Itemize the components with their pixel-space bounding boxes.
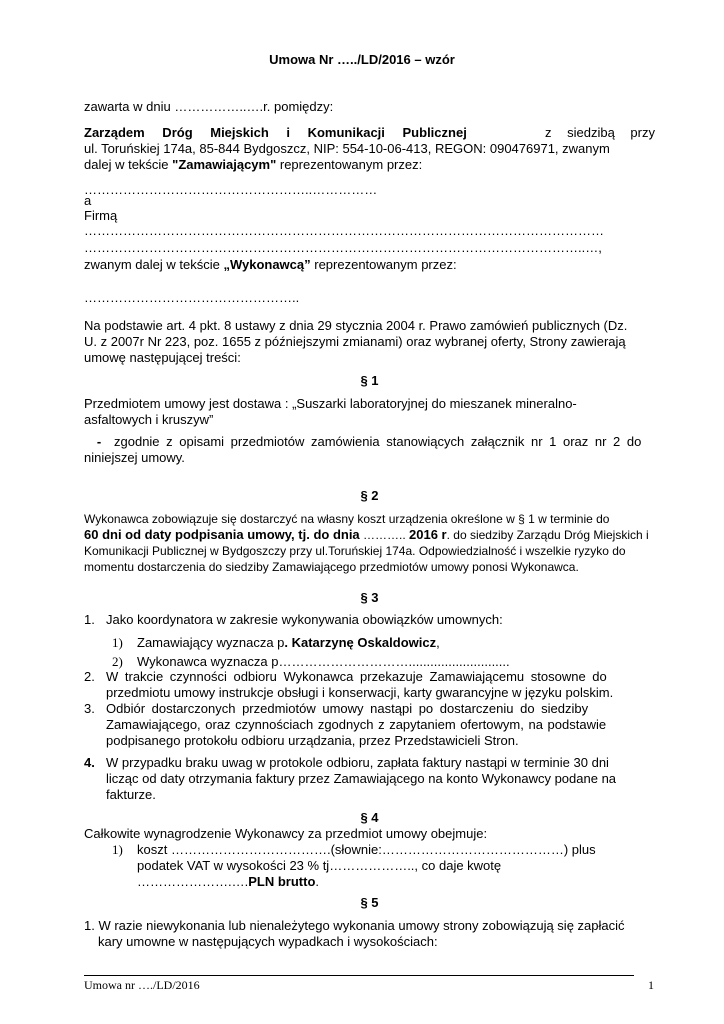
item-4-text: W przypadku braku uwag w protokole odbioru, zapłata faktury nastąpi w terminie 30 dni licząc od daty otrzymania faktury przez Zamawiającego na konto Wykonawcy podane na fakturze. [106, 755, 617, 802]
section-2-paragraph: Wykonawca zobowiązuje się dostarczyć na własny koszt urządzenia określone w § 1 w terminie do 60 dni od daty podpisania umowy, tj. do dnia ……….. 2016 r. do siedziby Zarządu Dróg Miejskich i Komunikacji Publicznej w Bydgoszczy przy ul.Toruńskiej 174a. Odpowiedzialność i wszelkie ryzyko do momentu dostarczenia do siedziby Zamawiającego przedmiotów umowy ponosi Wykonawca. [84, 512, 649, 574]
party2-alias-line: zwanym dalej w tekście „Wykonawcą” reprezentowanym przez: [84, 257, 457, 272]
party1-paragraph [84, 125, 655, 173]
party2-alias: „Wykonawcą” [223, 257, 311, 272]
item-2-number: 2. [84, 669, 95, 684]
party1-seat: z siedzibą przy [545, 125, 655, 140]
coordinator-name: . Katarzynę Oskaldowicz [284, 635, 437, 650]
party1-alias-line: dalej w tekście "Zamawiającym" reprezentowanym przez: [84, 157, 423, 172]
item-1b-text: Wykonawca wyznacza p…………………………............................ [137, 654, 510, 669]
remuneration-item-number: 1) [112, 842, 123, 857]
footer-divider [84, 975, 634, 976]
footer-contract-number: Umowa nr …./LD/2016 [84, 978, 200, 992]
item-1a-number: 1) [112, 635, 123, 650]
legal-basis-paragraph: Na podstawie art. 4 pkt. 8 ustawy z dnia 29 stycznia 2004 r. Prawo zamówień publicznych (Dz. U. z 2007r Nr 223, poz. 1655 z późniejszymi zmianami) oraz wybranej oferty, Strony zawierają umowę następującej treści: [84, 318, 628, 365]
party1-name: Zarządem Dróg Miejskich i Komunikacji Publicznej [84, 125, 467, 140]
pln-brutto: PLN brutto [248, 874, 316, 889]
item-4-number: 4. [84, 755, 95, 770]
section-5-paragraph: 1. W razie niewykonania lub nienależytego wykonania umowy strony zobowiązują się zapłacić kary umowne w następujących wypadkach i wysokościach: [84, 918, 625, 949]
firm-dots-2: ……………………………………………………………………………………………………..…, [84, 240, 602, 255]
party1-alias: "Zamawiającym" [172, 157, 277, 172]
section-3-heading: § 3 [360, 590, 379, 605]
section-4-heading: § 4 [360, 810, 379, 825]
item-3-text: Odbiór dostarczonych przedmiotów umowy nastąpi po dostarczeniu do siedziby Zamawiającego, oraz czynnościach zgodnych z zapytaniem ofertowym, na podstawie podpisanego protokołu odbioru urządzania, przez Przedstawicieli Stron. [106, 701, 607, 748]
section-5-heading: § 5 [360, 895, 379, 910]
item-2-text: W trakcie czynności odbioru Wykonawca przekazuje Zamawiającemu stosowne do przedmiotu umowy instrukcje obsługi i konserwacji, karty gwarancyjne w języku polskim. [106, 669, 614, 700]
representative-dots-2: ………………………………………….. [84, 290, 300, 305]
section-1-heading: § 1 [360, 373, 379, 388]
dash-bullet: - [96, 434, 102, 449]
section-2-heading: § 2 [360, 488, 379, 503]
item-1-text: Jako koordynatora w zakresie wykonywania obowiązków umownych: [106, 612, 503, 627]
party1-address: ul. Toruńskiej 174a, 85-844 Bydgoszcz, NIP: 554-10-06-413, REGON: 090476971, zwanym [84, 141, 610, 156]
section-1-description: - zgodnie z opisami przedmiotów zamówienia stanowiących załącznik nr 1 oraz nr 2 do niniejszej umowy. [84, 434, 642, 465]
remuneration-item-text: koszt ……………………………….(słownie:……………………………………) plus podatek VAT w wysokości 23 % tj……………….., co daje kwotę ………………….….PLN brutto. [137, 842, 596, 889]
representative-dots-1: ……………………………………………..…………… [84, 182, 378, 197]
item-1-number: 1. [84, 612, 95, 627]
item-1b-number: 2) [112, 654, 123, 669]
concluded-date-line: zawarta w dniu ……………..….r. pomiędzy: [84, 99, 334, 114]
document-title: Umowa Nr …../LD/2016 – wzór [269, 52, 455, 67]
and-word: a [84, 193, 92, 208]
page-number: 1 [648, 978, 654, 992]
section-1-subject: Przedmiotem umowy jest dostawa : „Suszarki laboratoryjnej do mieszanek mineralno- asfaltowych i kruszyw” [84, 396, 577, 427]
item-3-number: 3. [84, 701, 95, 716]
section-4-intro: Całkowite wynagrodzenie Wykonawcy za przedmiot umowy obejmuje: [84, 826, 488, 841]
item-1a-text: Zamawiający wyznacza p. Katarzynę Oskaldowicz, [137, 635, 440, 650]
firm-dots-1: ………………………………………………………………………………………………………… [84, 223, 604, 238]
firm-label: Firmą [84, 208, 118, 223]
